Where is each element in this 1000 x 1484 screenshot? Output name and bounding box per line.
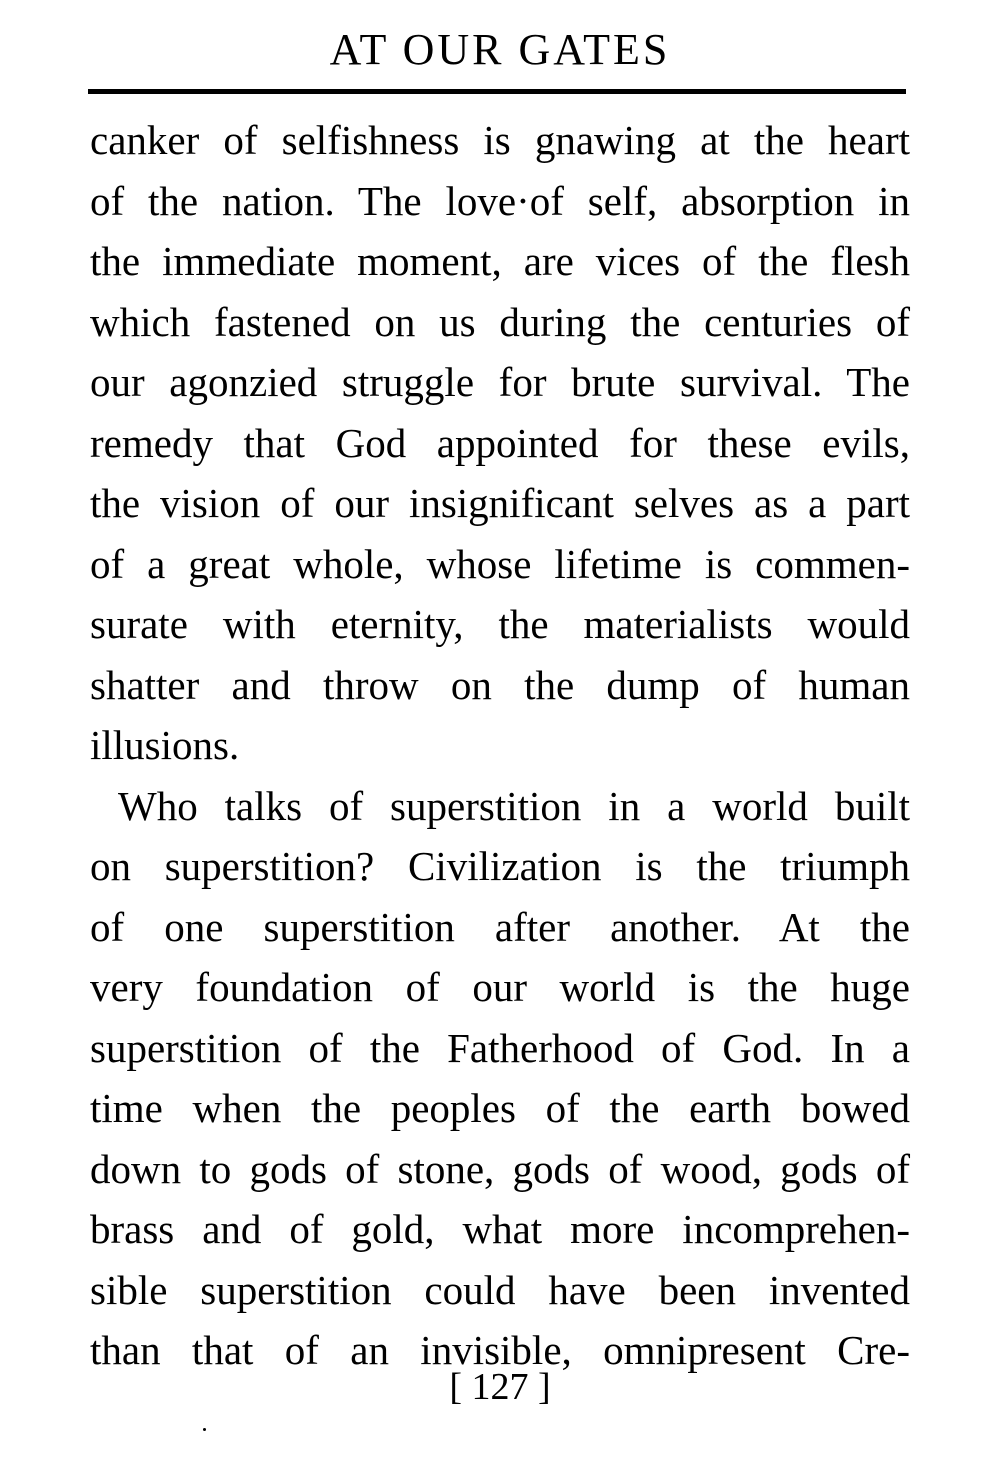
text-line: remedy that God appointed for these evils,: [90, 419, 910, 466]
text-line: which fastened on us during the centuries of: [90, 298, 910, 345]
running-head: AT OUR GATES: [329, 25, 671, 74]
text-line: the vision of our insignificant selves as a part: [90, 480, 910, 526]
text-line: illusions.: [90, 722, 240, 768]
text-line: the immediate moment, are vices of the flesh: [90, 238, 910, 284]
text-line: down to gods of stone, gods of wood, gods of: [90, 1145, 910, 1192]
text-line: surate with eternity, the materialists would: [90, 601, 910, 647]
text-line: of a great whole, whose lifetime is commen-: [90, 540, 910, 587]
text-line: than that of an invisible, omnipresent Cre-: [90, 1327, 910, 1373]
text-line: canker of selfishness is gnawing at the heart: [90, 117, 910, 163]
page-number: [ 127 ]: [449, 1366, 551, 1408]
text-line: of one superstition after another. At the: [90, 903, 910, 950]
print-speck: [203, 1428, 206, 1431]
text-line: Who talks of superstition in a world built: [118, 782, 910, 829]
text-line: of the nation. The love·of self, absorption in: [90, 177, 910, 224]
text-line: brass and of gold, what more incomprehen-: [90, 1206, 910, 1252]
text-line: on superstition? Civilization is the triumph: [90, 843, 910, 889]
text-line: sible superstition could have been invented: [90, 1266, 910, 1313]
text-line: superstition of the Fatherhood of God. In a: [90, 1024, 910, 1071]
header-rule: [88, 89, 906, 94]
text-line: very foundation of our world is the huge: [90, 964, 910, 1010]
text-line: time when the peoples of the earth bowed: [90, 1085, 910, 1131]
body-text: [90, 110, 910, 1381]
text-line: shatter and throw on the dump of human: [90, 661, 910, 708]
text-line: our agonzied struggle for brute survival. The: [90, 359, 910, 405]
